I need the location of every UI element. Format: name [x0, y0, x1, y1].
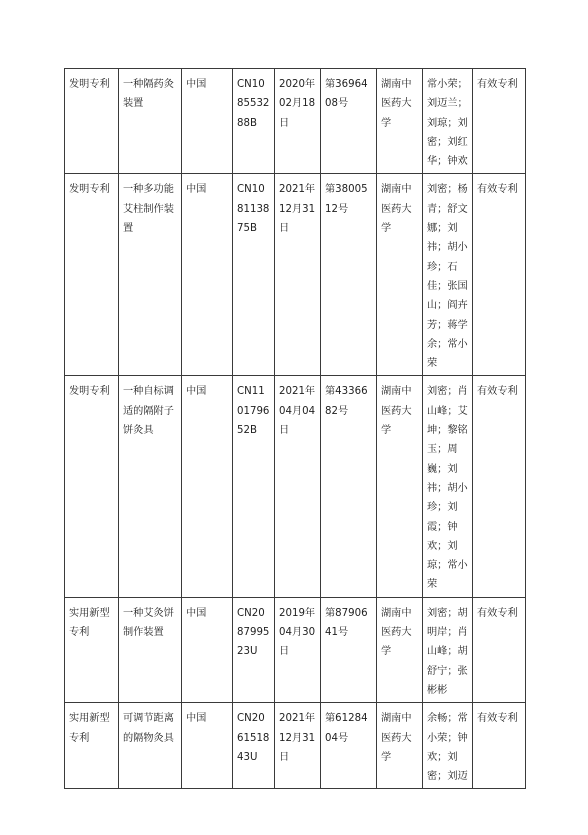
country-cell: 中国: [182, 703, 233, 789]
table-row: [65, 174, 526, 376]
table-row: [65, 703, 526, 789]
patent-number-cell: CN108113875B: [233, 174, 275, 376]
grant-date-cell: 2021年04月04日: [275, 376, 321, 597]
country-cell: 中国: [182, 174, 233, 376]
owner-cell: 湖南中医药大学: [377, 69, 423, 174]
owner-cell: 湖南中医药大学: [377, 597, 423, 702]
grant-date-cell: 2021年12月31日: [275, 174, 321, 376]
patent-number-cell: CN206151843U: [233, 703, 275, 789]
country-cell: 中国: [182, 69, 233, 174]
inventors-cell: 刘密；肖山峰；艾坤；黎铭玉；周巍；刘祎；胡小珍；刘霞；钟欢；刘琼；常小荣: [423, 376, 473, 597]
patent-number-cell: CN110179652B: [233, 376, 275, 597]
grant-date-cell: 2019年04月30日: [275, 597, 321, 702]
grant-date-cell: 2021年12月31日: [275, 703, 321, 789]
table-row: [65, 69, 526, 174]
owner-cell: 湖南中医药大学: [377, 174, 423, 376]
inventors-cell: 常小荣；刘迈兰；刘琼；刘密；刘红华；钟欢: [423, 69, 473, 174]
patent-number-cell: CN108553288B: [233, 69, 275, 174]
patent-name-cell: 一种自标调适的隔附子饼灸具: [119, 376, 182, 597]
certificate-number-cell: 第4336682号: [321, 376, 377, 597]
patent-name-cell: 一种艾灸饼制作装置: [119, 597, 182, 702]
patent-number-cell: CN208799523U: [233, 597, 275, 702]
certificate-number-cell: 第3696408号: [321, 69, 377, 174]
certificate-number-cell: 第6128404号: [321, 703, 377, 789]
patent-type-cell: 实用新型专利: [65, 703, 119, 789]
patent-type-cell: 发明专利: [65, 174, 119, 376]
patent-name-cell: 一种隔药灸装置: [119, 69, 182, 174]
status-cell: 有效专利: [473, 703, 526, 789]
status-cell: 有效专利: [473, 597, 526, 702]
patent-name-cell: 可调节距离的隔物灸具: [119, 703, 182, 789]
patent-type-cell: 发明专利: [65, 376, 119, 597]
status-cell: 有效专利: [473, 174, 526, 376]
status-cell: 有效专利: [473, 376, 526, 597]
owner-cell: 湖南中医药大学: [377, 703, 423, 789]
owner-cell: 湖南中医药大学: [377, 376, 423, 597]
patent-type-cell: 实用新型专利: [65, 597, 119, 702]
grant-date-cell: 2020年02月18日: [275, 69, 321, 174]
certificate-number-cell: 第8790641号: [321, 597, 377, 702]
patent-type-cell: 发明专利: [65, 69, 119, 174]
inventors-cell: 刘密；杨青；舒文娜；刘祎；胡小珍；石佳；张国山；阎卉芳；蒋学余；常小荣: [423, 174, 473, 376]
patent-name-cell: 一种多功能艾柱制作装置: [119, 174, 182, 376]
country-cell: 中国: [182, 376, 233, 597]
certificate-number-cell: 第3800512号: [321, 174, 377, 376]
inventors-cell: 余畅；常小荣；钟欢；刘密；刘迈: [423, 703, 473, 789]
table-row: [65, 597, 526, 702]
table-row: [65, 376, 526, 597]
country-cell: 中国: [182, 597, 233, 702]
patent-table: [64, 68, 526, 789]
inventors-cell: 刘密；胡明岸；肖山峰；胡舒宁；张彬彬: [423, 597, 473, 702]
status-cell: 有效专利: [473, 69, 526, 174]
